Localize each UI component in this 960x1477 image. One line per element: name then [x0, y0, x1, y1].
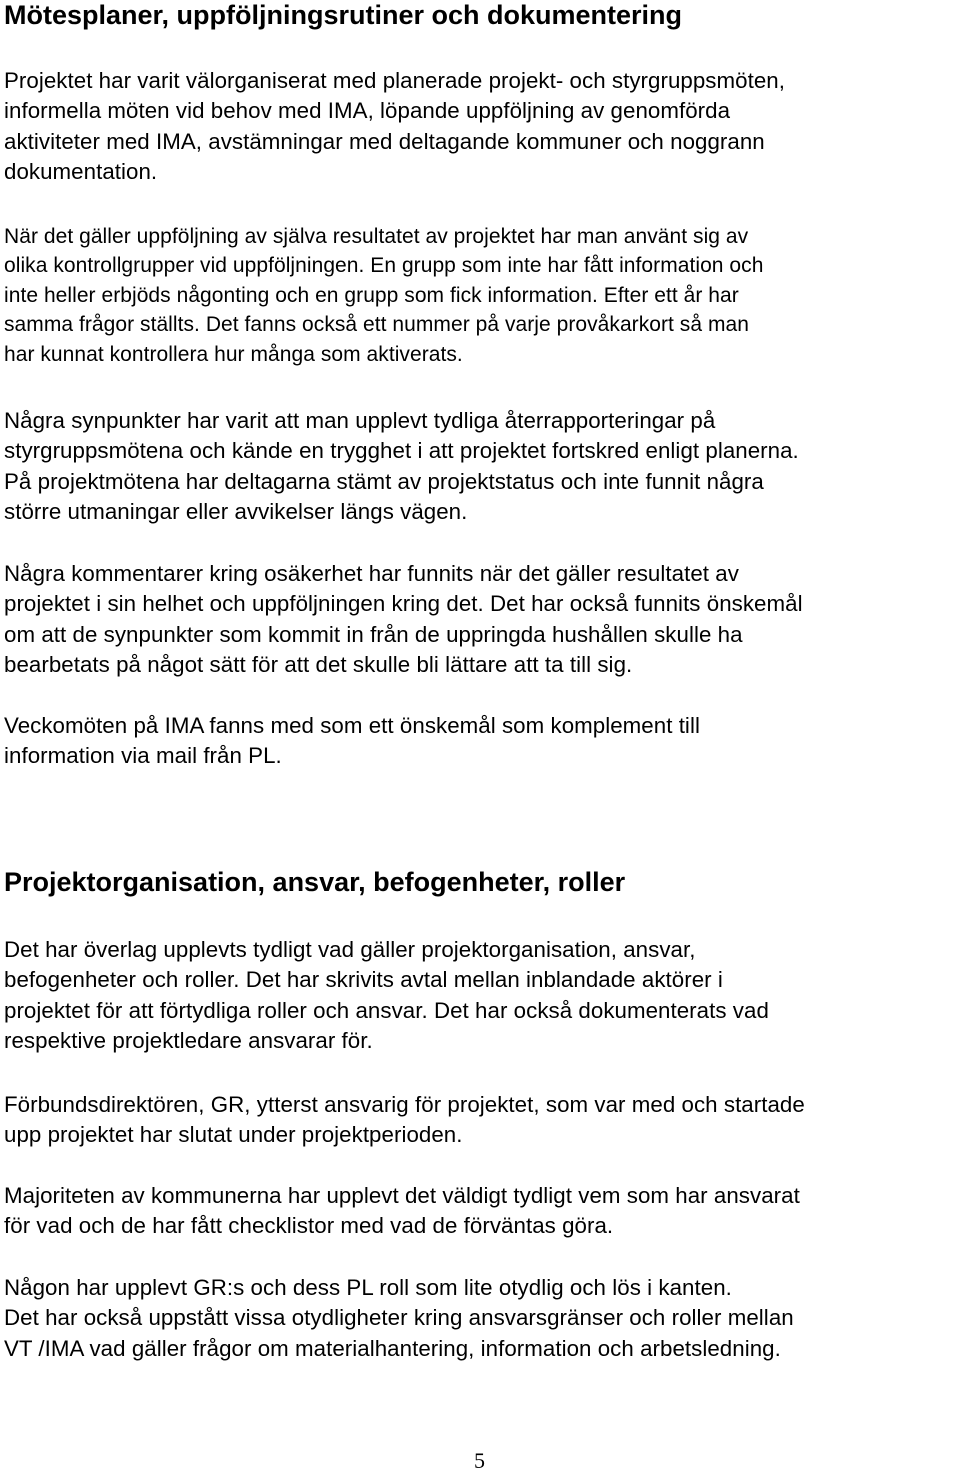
text-line: bearbetats på något sätt för att det skulle bli lättare att ta till sig. [4, 652, 633, 678]
text-line: Förbundsdirektören, GR, ytterst ansvarig för projektet, som var med och startade [4, 1092, 805, 1117]
paragraph-viewpoints [4, 406, 799, 528]
paragraph-director [4, 1090, 805, 1151]
text-line: VT /IMA vad gäller frågor om materialhantering, information och arbetsledning. [4, 1335, 781, 1361]
text-line: styrgruppsmötena och kände en trygghet i att projektet fortskred enligt planerna. [4, 438, 799, 464]
text-line: om att de synpunkter som kommit in från de uppringda hushållen skulle ha [4, 621, 743, 647]
text-line: Majoriteten av kommunerna har upplevt det väldigt tydligt vem som har ansvarat [4, 1183, 800, 1208]
section-heading-meeting-plans: Mötesplaner, uppföljningsrutiner och dokumentering [4, 0, 683, 30]
text-line: aktiviteter med IMA, avstämningar med deltagande kommuner och noggrann [4, 128, 765, 154]
text-line: Det har överlag upplevts tydligt vad gäller projektorganisation, ansvar, [4, 937, 696, 962]
text-line: Någon har upplevt GR:s och dess PL roll som lite otydlig och lös i kanten. [4, 1275, 732, 1300]
text-line: projektet i sin helhet och uppföljningen kring det. Det har också funnits önskemål [4, 591, 803, 617]
text-line: upp projektet har slutat under projektperioden. [4, 1122, 463, 1148]
text-line: för vad och de har fått checklistor med vad de förväntas göra. [4, 1213, 614, 1239]
text-line: inte heller erbjöds någonting och en grupp som fick information. Efter ett år har [4, 283, 739, 307]
section-heading-project-organisation: Projektorganisation, ansvar, befogenheter, roller [4, 867, 626, 897]
paragraph-follow-up [4, 222, 763, 369]
text-line: På projektmötena har deltagarna stämt av projektstatus och inte funnit några [4, 468, 764, 494]
paragraph-unclear-roles [4, 1273, 794, 1364]
text-line: informella möten vid behov med IMA, löpande uppföljning av genomförda [4, 98, 731, 124]
paragraph-municipalities [4, 1181, 800, 1242]
paragraph-organisation [4, 66, 785, 188]
text-line: information via mail från PL. [4, 743, 282, 769]
text-line: befogenheter och roller. Det har skrivits avtal mellan inblandade aktörer i [4, 967, 723, 993]
text-line: Några kommentarer kring osäkerhet har funnits när det gäller resultatet av [4, 561, 739, 586]
text-line: projektet för att förtydliga roller och ansvar. Det har också dokumenterats vad [4, 997, 769, 1023]
text-line: större utmaningar eller avvikelser längs vägen. [4, 499, 468, 525]
text-line: När det gäller uppföljning av själva resultatet av projektet har man använt sig av [4, 225, 749, 248]
page-number: 5 [474, 1448, 485, 1473]
text-line: samma frågor ställts. Det fanns också ett nummer på varje provåkarkort så man [4, 313, 749, 337]
text-line: har kunnat kontrollera hur många som aktiverats. [4, 342, 463, 366]
text-line: Projektet har varit välorganiserat med planerade projekt- och styrgruppsmöten, [4, 68, 785, 93]
paragraph-comments [4, 559, 803, 681]
text-line: Några synpunkter har varit att man upplevt tydliga återrapporteringar på [4, 408, 716, 433]
paragraph-clarity [4, 935, 769, 1057]
text-line: dokumentation. [4, 159, 158, 185]
text-line: respektive projektledare ansvarar för. [4, 1028, 373, 1054]
text-line: Det har också uppstått vissa otydligheter kring ansvarsgränser och roller mellan [4, 1305, 794, 1331]
text-line: Veckomöten på IMA fanns med som ett önskemål som komplement till [4, 713, 700, 738]
text-line: olika kontrollgrupper vid uppföljningen. En grupp som inte har fått information och [4, 254, 764, 278]
paragraph-weekly-meetings [4, 711, 700, 772]
